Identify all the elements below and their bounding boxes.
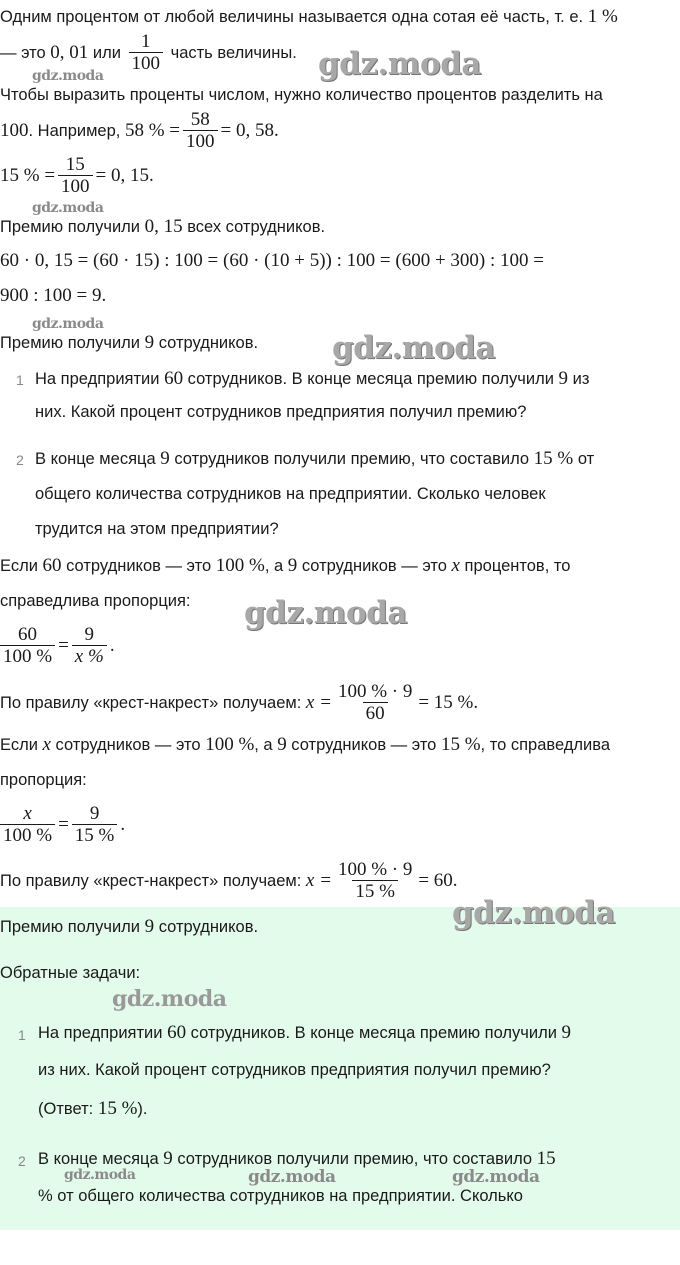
solution-line-4: пропорция: xyxy=(0,771,87,789)
fraction: $\frac{15}{100}$ xyxy=(58,155,93,198)
inverse-task-1-line-1: На предприятии 60 сотрудников. В конце месяца премию получили 9 xyxy=(38,1022,572,1043)
proportion-2: $\frac{x}{100 \%}$ = $\frac{9}{15 \%}$ . xyxy=(0,804,125,847)
inverse-task-1-line-3: (Ответ: 15 %). xyxy=(38,1098,148,1119)
watermark: gdz.moda xyxy=(318,46,481,82)
solution-line-1: Если 60 сотрудников — это 100 %, а 9 сотрудников — это x процентов, то xyxy=(0,555,571,576)
watermark: gdz.moda xyxy=(64,1167,136,1183)
calc-line-4: Премию получили 9 сотрудников. xyxy=(0,332,259,353)
watermark: gdz.moda xyxy=(112,986,227,1012)
solution-line-3: Если x сотрудников — это 100 %, а 9 сотрудников — это 15 %, то справедлива xyxy=(0,734,610,755)
watermark: gdz.moda xyxy=(452,1167,540,1187)
inverse-tasks-heading: Обратные задачи: xyxy=(0,964,141,982)
watermark: gdz.moda xyxy=(32,316,104,332)
watermark: gdz.moda xyxy=(248,1167,336,1187)
watermark: gdz.moda xyxy=(32,68,104,84)
task-number: 1 xyxy=(16,372,24,388)
fraction: $\frac{58}{100}$ xyxy=(183,110,218,153)
result-line-2: По правилу «крест-накрест» получаем: x = $\frac{100 \% \cdot 9}{15 \%}$ = 60. xyxy=(0,859,458,902)
inverse-task-1-line-2: из них. Какой процент сотрудников предприятия получил премию? xyxy=(38,1061,551,1079)
fraction: $\frac{1}{100}$ xyxy=(129,32,164,75)
calc-line-2: 60 · 0, 15 = (60 · 15) : 100 = (60 · (10 + 5)) : 100 = (600 + 300) : 100 = xyxy=(0,250,544,271)
inverse-task-2-line-1: В конце месяца 9 сотрудников получили премию, что составило 15 xyxy=(38,1148,556,1169)
task-2-line-3: трудится на этом предприятии? xyxy=(35,520,279,538)
task-1-line-1: На предприятии 60 сотрудников. В конце месяца премию получили 9 из xyxy=(35,368,590,389)
task-2-line-2: общего количества сотрудников на предприятии. Сколько человек xyxy=(35,485,546,503)
inverse-task-2-line-2: % от общего количества сотрудников на предприятии. Сколько xyxy=(38,1187,523,1205)
result-line-1: По правилу «крест-накрест» получаем: x = $\frac{100 \% \cdot 9}{60}$ = 15 %. xyxy=(0,681,479,724)
watermark: gdz.moda xyxy=(452,895,615,931)
calc-line-3: 900 : 100 = 9. xyxy=(0,285,107,306)
calc-line-1: Премию получили 0, 15 всех сотрудников. xyxy=(0,216,326,237)
watermark: gdz.moda xyxy=(32,200,104,216)
task-2-line-1: В конце месяца 9 сотрудников получили премию, что составило 15 % от xyxy=(35,448,595,469)
answer-line: Премию получили 9 сотрудников. xyxy=(0,916,259,937)
task-number: 2 xyxy=(16,452,24,468)
rule-line: Чтобы выразить проценты числом, нужно количество процентов разделить на xyxy=(0,86,603,104)
watermark: gdz.moda xyxy=(244,595,407,631)
proportion-1: $\frac{60}{100 \%}$ = $\frac{9}{x \%}$ . xyxy=(0,625,115,668)
inverse-task-number: 1 xyxy=(18,1027,26,1043)
definition-line-2: — это 0, 01 или $\frac{1}{100}$ часть величины. xyxy=(0,31,297,74)
watermark: gdz.moda xyxy=(332,330,495,366)
inverse-task-number: 2 xyxy=(18,1153,26,1169)
definition-line-1: Одним процентом от любой величины называется одна сотая её часть, т. е. 1 % xyxy=(0,6,618,27)
example-line-2: 15 % = $\frac{15}{100}$ = 0, 15. xyxy=(0,154,154,197)
task-1-line-2: них. Какой процент сотрудников предприятия получил премию? xyxy=(35,403,527,421)
solution-line-2: справедлива пропорция: xyxy=(0,592,191,610)
example-line-1: 100. Например, 58 % = $\frac{58}{100}$ = 0, 58. xyxy=(0,109,279,152)
